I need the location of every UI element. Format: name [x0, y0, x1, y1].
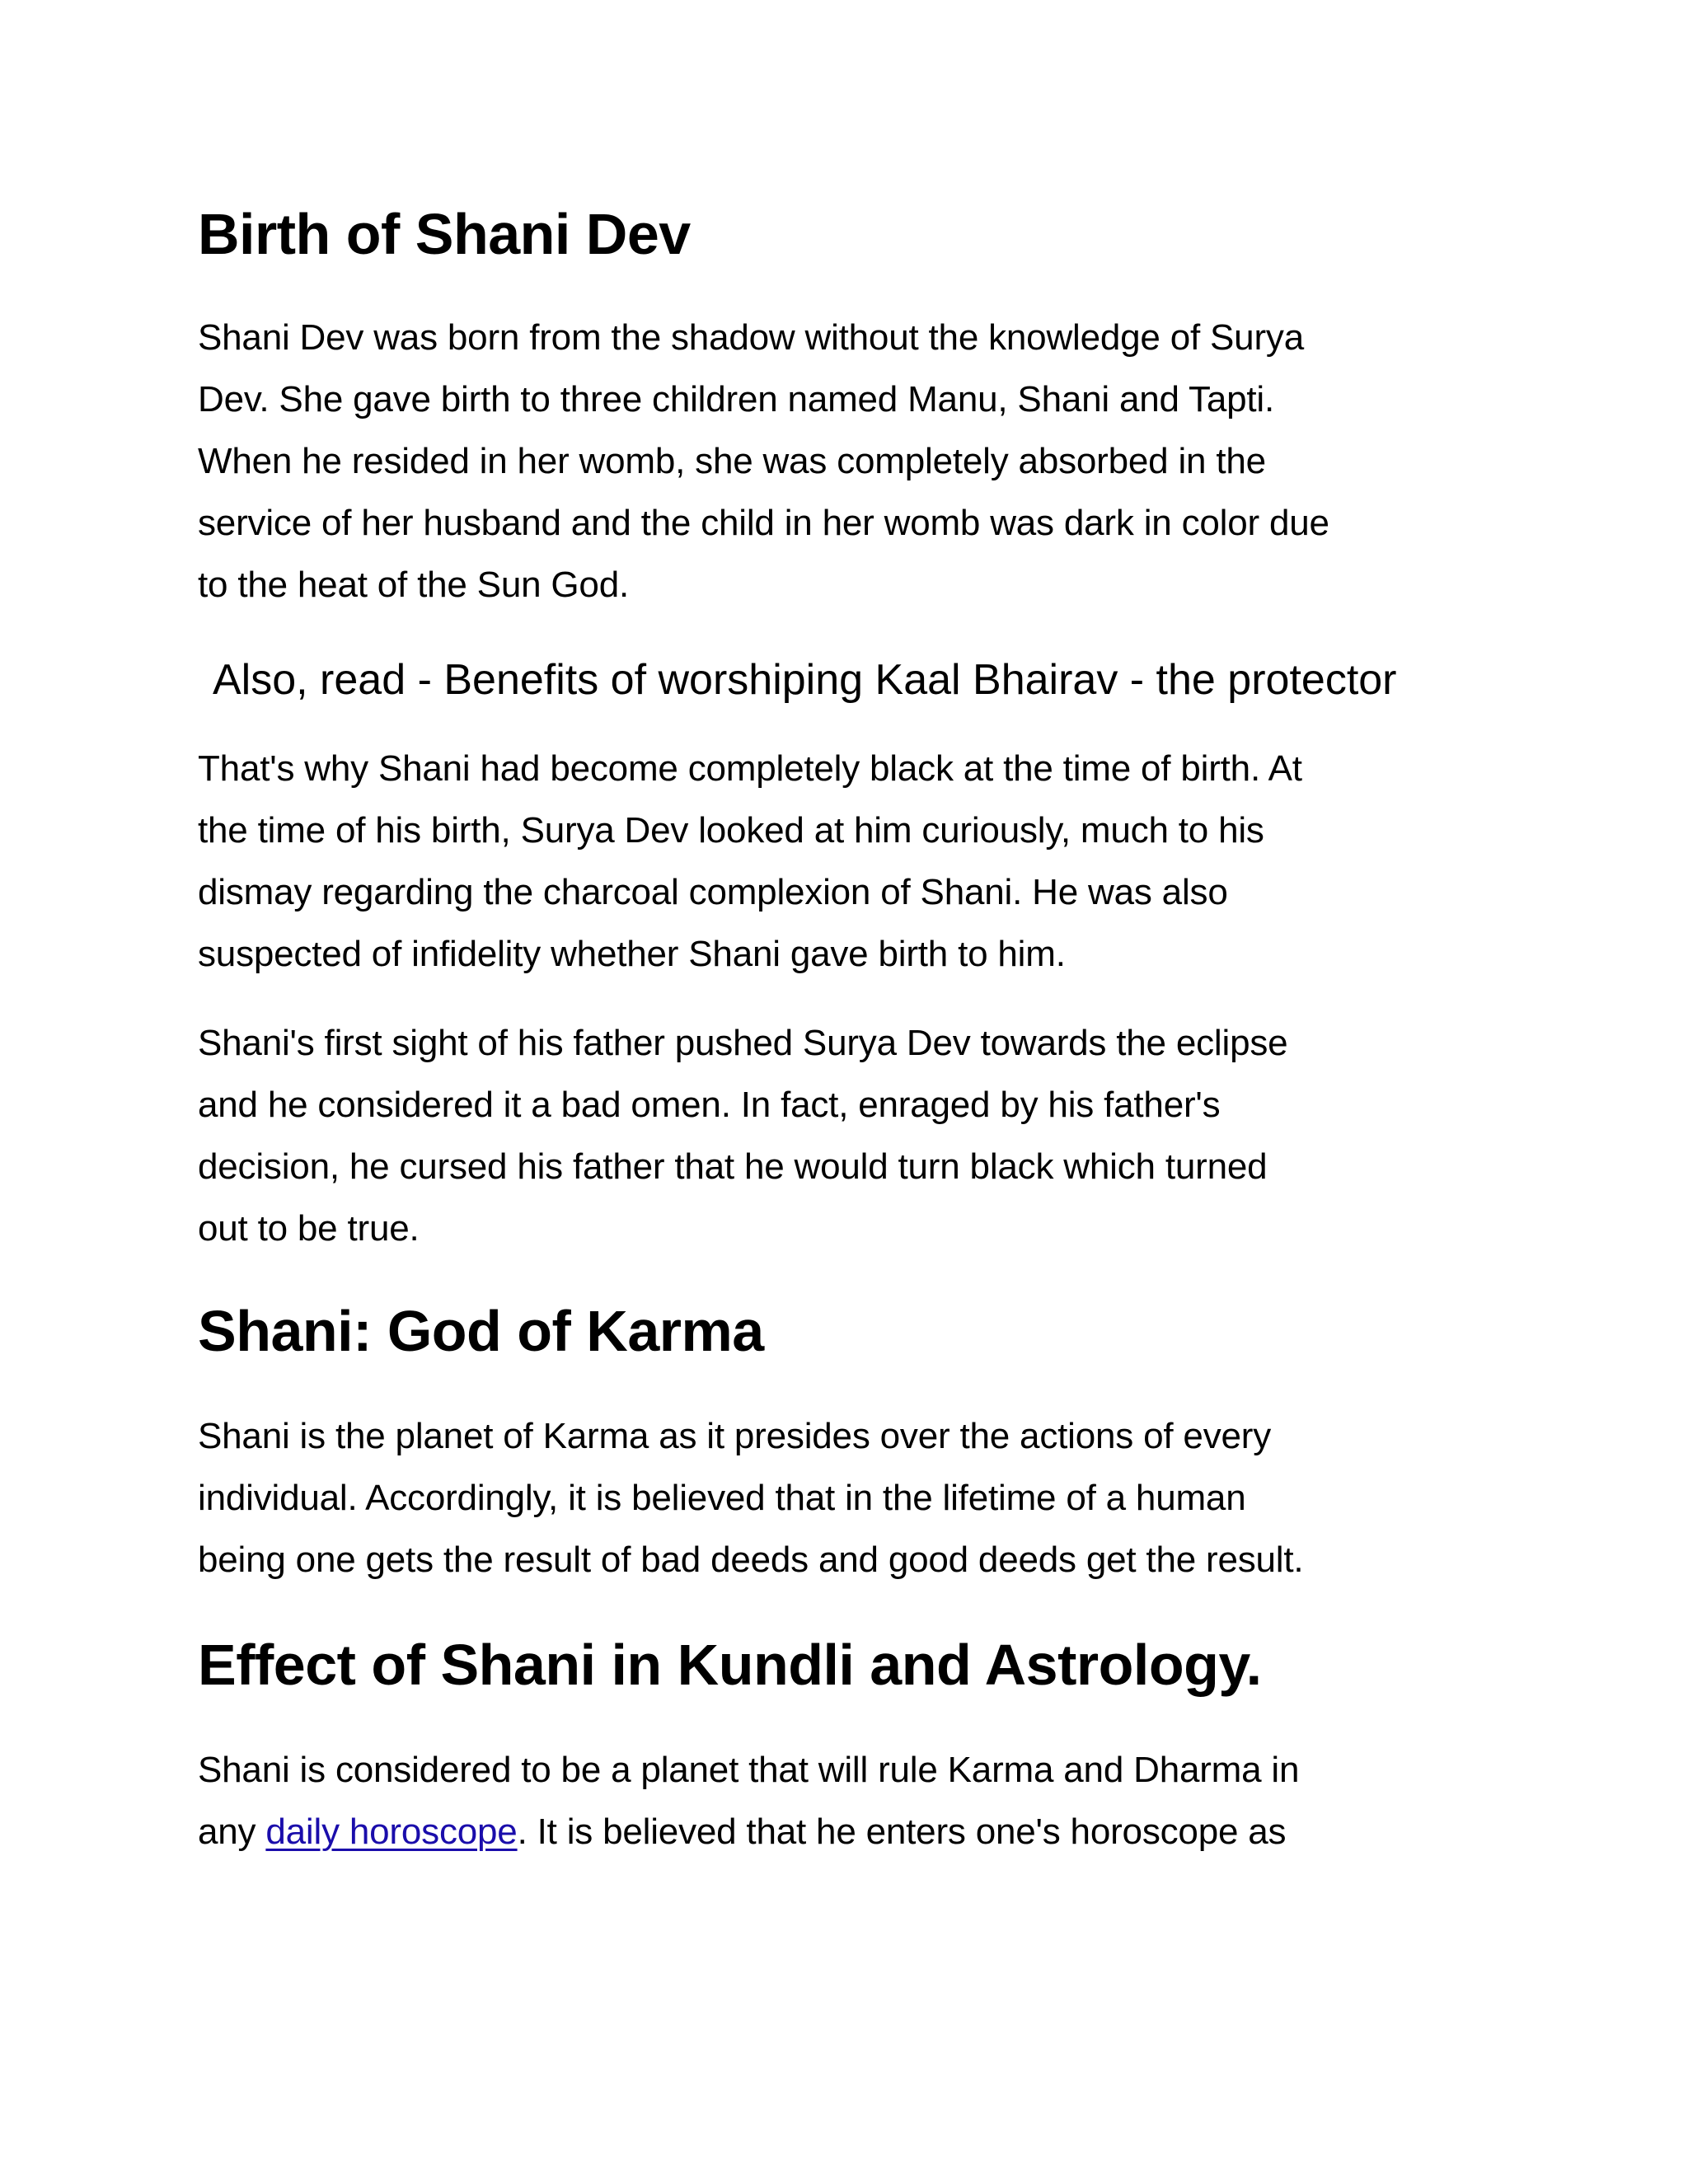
paragraph-line-with-link: [198, 1801, 1484, 1863]
paragraph-line: When he resided in her womb, she was completely absorbed in the: [198, 441, 1266, 481]
paragraph-line: and he considered it a bad omen. In fact, enraged by his father's: [198, 1085, 1221, 1125]
paragraph-line: Shani Dev was born from the shadow without the knowledge of Surya: [198, 317, 1304, 358]
paragraph-line: the time of his birth, Surya Dev looked at him curiously, much to his: [198, 810, 1264, 851]
paragraph-line: That's why Shani had become completely black at the time of birth. At: [198, 748, 1302, 789]
paragraph-line: to the heat of the Sun God.: [198, 565, 629, 605]
paragraph-line: individual. Accordingly, it is believed that in the lifetime of a human: [198, 1478, 1246, 1518]
text-segment: . It is believed that he enters one's horoscope as: [517, 1811, 1287, 1852]
paragraph-line: suspected of infidelity whether Shani gave birth to him.: [198, 934, 1066, 974]
daily-horoscope-link[interactable]: daily horoscope: [265, 1811, 518, 1852]
paragraph-effect: [198, 1739, 1484, 1863]
read-also-callout: Also, read - Benefits of worshiping Kaal Bhairav - the protector: [213, 656, 1397, 704]
paragraph-line: Shani's first sight of his father pushed Surya Dev towards the eclipse: [198, 1023, 1288, 1063]
paragraph-karma: [198, 1405, 1484, 1591]
paragraph-line: Shani is the planet of Karma as it presides over the actions of every: [198, 1416, 1272, 1456]
paragraph-line: decision, he cursed his father that he would turn black which turned: [198, 1146, 1268, 1187]
paragraph-birth: [198, 307, 1484, 616]
text-segment: any: [198, 1811, 266, 1852]
paragraph-line: Shani is considered to be a planet that will rule Karma and Dharma in: [198, 1750, 1300, 1790]
paragraph-black-at-birth: [198, 738, 1484, 985]
paragraph-line: dismay regarding the charcoal complexion of Shani. He was also: [198, 872, 1228, 912]
paragraph-line: out to be true.: [198, 1208, 420, 1249]
heading-god-of-karma: Shani: God of Karma: [198, 1299, 764, 1363]
paragraph-line: being one gets the result of bad deeds and good deeds get the result.: [198, 1540, 1304, 1580]
heading-effect-of-shani: Effect of Shani in Kundli and Astrology.: [198, 1633, 1262, 1697]
paragraph-line: Dev. She gave birth to three children named Manu, Shani and Tapti.: [198, 379, 1274, 419]
heading-birth-of-shani-dev: Birth of Shani Dev: [198, 202, 691, 266]
paragraph-line: service of her husband and the child in her womb was dark in color due: [198, 503, 1329, 543]
paragraph-first-sight: [198, 1012, 1484, 1259]
